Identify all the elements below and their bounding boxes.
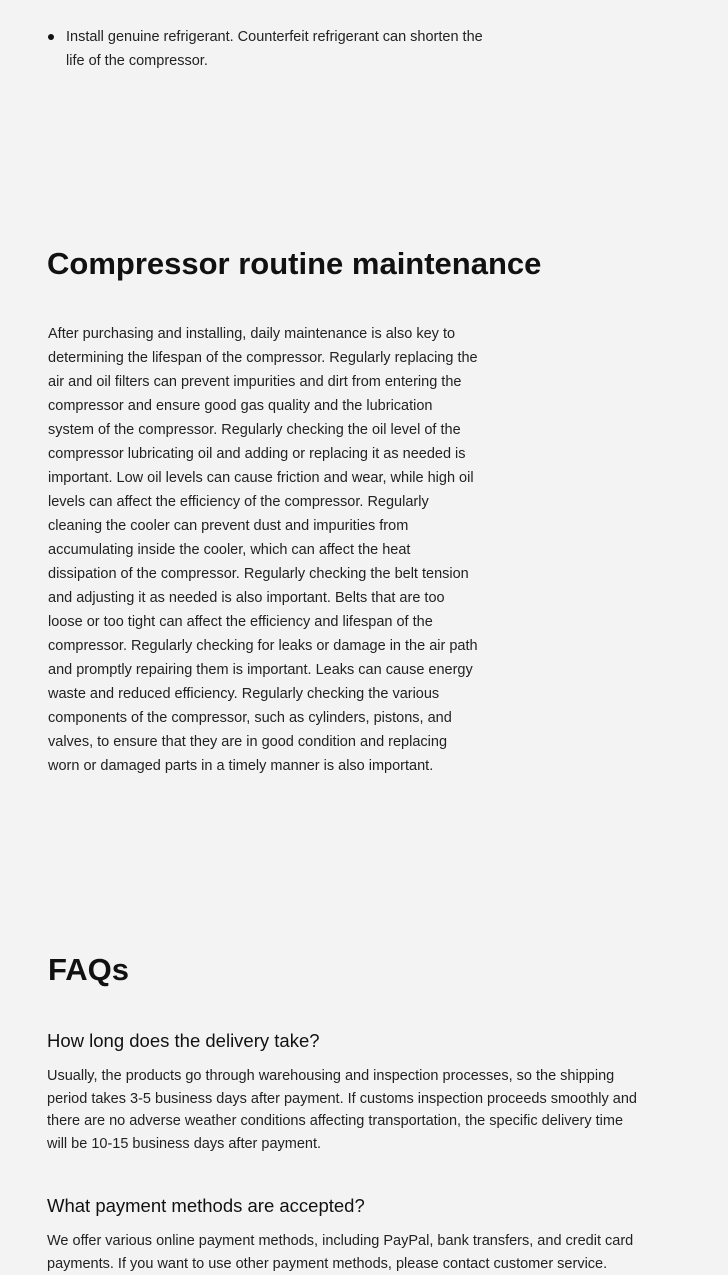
faq-heading: FAQs — [48, 952, 129, 987]
bullet-dot-icon — [48, 34, 54, 40]
maintenance-paragraph: After purchasing and installing, daily maintenance is also key to determining the lifespan of the compressor. Regularly replacing the air and oil filters can prevent impurities and dirt from entering the compressor and ensure good gas quality and the lubrication system of the compressor. Regularly checking the oil level of the compressor lubricating oil and adding or replacing it as needed is important. Low oil levels can cause friction and wear, while high oil levels can affect the efficiency of the compressor. Regularly cleaning the cooler can prevent dust and impurities from accumulating inside the cooler, which can affect the heat dissipation of the compressor. Regularly checking the belt tension and adjusting it as needed is also important. Belts that are too loose or too tight can affect the efficiency and lifespan of the compressor. Regularly checking for leaks or damage in the air path and promptly repairing them is important. Leaks can cause energy waste and reduced efficiency. Regularly checking the various components of the compressor, such as cylinders, pistons, and valves, to ensure that they are in good condition and replacing worn or damaged parts in a timely manner is also important. — [48, 326, 478, 774]
maintenance-heading: Compressor routine maintenance — [47, 246, 542, 281]
bullet-list — [47, 25, 487, 73]
list-item — [47, 25, 487, 73]
faq-question: What payment methods are accepted? — [47, 1195, 365, 1216]
faq-answer: Usually, the products go through warehousing and inspection processes, so the shipping period takes 3-5 business days after payment. If customs inspection proceeds smoothly and there are no adverse weather conditions affecting transportation, the specific delivery time will be 10-15 business days after payment. — [47, 1068, 637, 1152]
bullet-text: Install genuine refrigerant. Counterfeit refrigerant can shorten the life of the compressor. — [66, 29, 483, 69]
faq-answer: We offer various online payment methods, including PayPal, bank transfers, and credit card payments. If you want to use other payment methods, please contact customer service. — [47, 1233, 634, 1272]
faq-question: How long does the delivery take? — [47, 1030, 320, 1051]
